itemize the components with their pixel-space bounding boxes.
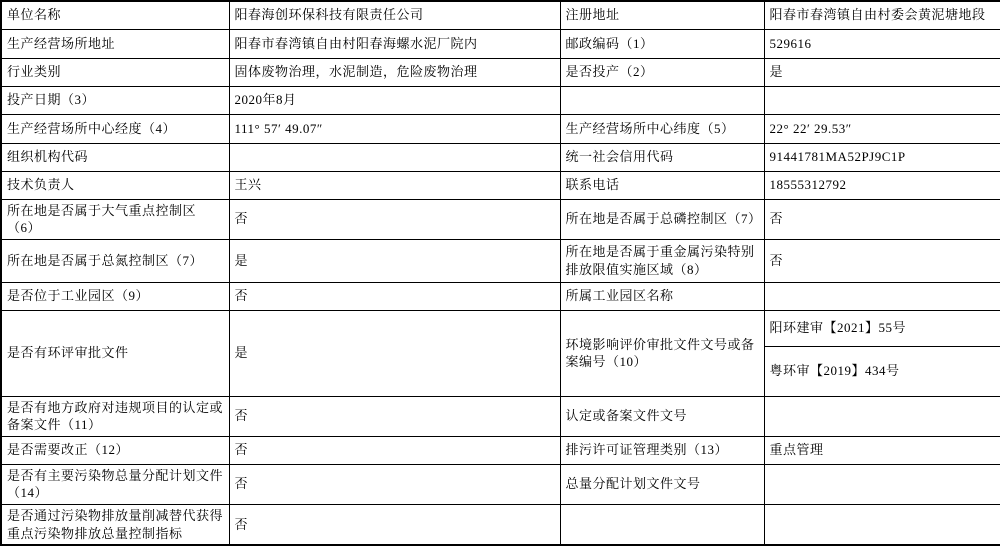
table-row: [1, 29, 1000, 58]
field-value-phosphorus-control-zone: 否: [764, 199, 1000, 239]
field-value-permit-management-category: 重点管理: [764, 436, 1000, 464]
field-value-eia-document-number-2: 粤环审【2019】434号: [764, 346, 1000, 396]
field-label-registered-address: 注册地址: [560, 1, 764, 29]
field-label-total-allocation-plan-document: 是否有主要污染物总量分配计划文件（14）: [1, 464, 229, 504]
table-row: [1, 1, 1000, 29]
table-row: [1, 436, 1000, 464]
field-label-empty: [560, 86, 764, 114]
field-value-premises-address: 阳春市春湾镇自由村阳春海螺水泥厂院内: [229, 29, 560, 58]
field-label-correction-needed: 是否需要改正（12）: [1, 436, 229, 464]
field-label-air-key-control-zone: 所在地是否属于大气重点控制区（6）: [1, 199, 229, 239]
field-label-in-production: 是否投产（2）: [560, 58, 764, 86]
field-value-air-key-control-zone: 否: [229, 199, 560, 239]
field-label-production-date: 投产日期（3）: [1, 86, 229, 114]
field-value-recognition-document-number: [764, 396, 1000, 436]
field-value-unit-name: 阳春海创环保科技有限责任公司: [229, 1, 560, 29]
field-value-phone: 18555312792: [764, 171, 1000, 199]
field-value-empty-2: [764, 504, 1000, 545]
table-row: [1, 143, 1000, 171]
field-label-allocation-plan-document-number: 总量分配计划文件文号: [560, 464, 764, 504]
table-row: [1, 58, 1000, 86]
field-label-org-code: 组织机构代码: [1, 143, 229, 171]
field-label-unit-name: 单位名称: [1, 1, 229, 29]
table-row: [1, 282, 1000, 310]
field-label-emission-reduction-substitution: 是否通过污染物排放量削减替代获得重点污染物排放总量控制指标: [1, 504, 229, 545]
field-value-allocation-plan-document-number: [764, 464, 1000, 504]
field-label-eia-approval-document: 是否有环评审批文件: [1, 310, 229, 396]
field-label-postal-code: 邮政编码（1）: [560, 29, 764, 58]
field-value-org-code: [229, 143, 560, 171]
field-value-longitude: 111° 57′ 49.07″: [229, 114, 560, 143]
field-label-phone: 联系电话: [560, 171, 764, 199]
table-row: [1, 199, 1000, 239]
field-value-technical-director: 王兴: [229, 171, 560, 199]
field-value-emission-reduction-substitution: 否: [229, 504, 560, 545]
field-value-industry-category: 固体废物治理，水泥制造，危险废物治理: [229, 58, 560, 86]
table-row: [1, 396, 1000, 436]
field-value-eia-approval-document: 是: [229, 310, 560, 396]
field-label-technical-director: 技术负责人: [1, 171, 229, 199]
field-value-in-industrial-park: 否: [229, 282, 560, 310]
field-value-total-allocation-plan-document: 否: [229, 464, 560, 504]
field-value-eia-document-number-1: 阳环建审【2021】55号: [764, 310, 1000, 346]
field-label-empty-2: [560, 504, 764, 545]
field-value-production-date: 2020年8月: [229, 86, 560, 114]
field-label-longitude: 生产经营场所中心经度（4）: [1, 114, 229, 143]
field-label-eia-document-number: 环境影响评价审批文件文号或备案编号（10）: [560, 310, 764, 396]
field-value-industrial-park-name: [764, 282, 1000, 310]
field-label-nitrogen-control-zone: 所在地是否属于总氮控制区（7）: [1, 239, 229, 282]
field-label-industry-category: 行业类别: [1, 58, 229, 86]
field-label-latitude: 生产经营场所中心纬度（5）: [560, 114, 764, 143]
field-label-premises-address: 生产经营场所地址: [1, 29, 229, 58]
field-value-empty: [764, 86, 1000, 114]
table-row: [1, 86, 1000, 114]
field-value-correction-needed: 否: [229, 436, 560, 464]
field-label-phosphorus-control-zone: 所在地是否属于总磷控制区（7）: [560, 199, 764, 239]
field-label-industrial-park-name: 所属工业园区名称: [560, 282, 764, 310]
field-value-registered-address: 阳春市春湾镇自由村委会黄泥塘地段: [764, 1, 1000, 29]
table-row: [1, 114, 1000, 143]
field-value-heavy-metal-zone: 否: [764, 239, 1000, 282]
table-row: [1, 239, 1000, 282]
field-value-credit-code: 91441781MA52PJ9C1P: [764, 143, 1000, 171]
table-row: [1, 171, 1000, 199]
field-label-permit-management-category: 排污许可证管理类别（13）: [560, 436, 764, 464]
field-value-latitude: 22° 22′ 29.53″: [764, 114, 1000, 143]
field-value-nitrogen-control-zone: 是: [229, 239, 560, 282]
field-label-credit-code: 统一社会信用代码: [560, 143, 764, 171]
table-row: [1, 464, 1000, 504]
field-label-in-industrial-park: 是否位于工业园区（9）: [1, 282, 229, 310]
field-label-recognition-document-number: 认定或备案文件文号: [560, 396, 764, 436]
field-value-postal-code: 529616: [764, 29, 1000, 58]
field-value-in-production: 是: [764, 58, 1000, 86]
field-value-violation-recognition-document: 否: [229, 396, 560, 436]
field-label-heavy-metal-zone: 所在地是否属于重金属污染特别排放限值实施区域（8）: [560, 239, 764, 282]
table-row: [1, 310, 1000, 346]
field-label-violation-recognition-document: 是否有地方政府对违规项目的认定或备案文件（11）: [1, 396, 229, 436]
table-row: [1, 504, 1000, 545]
